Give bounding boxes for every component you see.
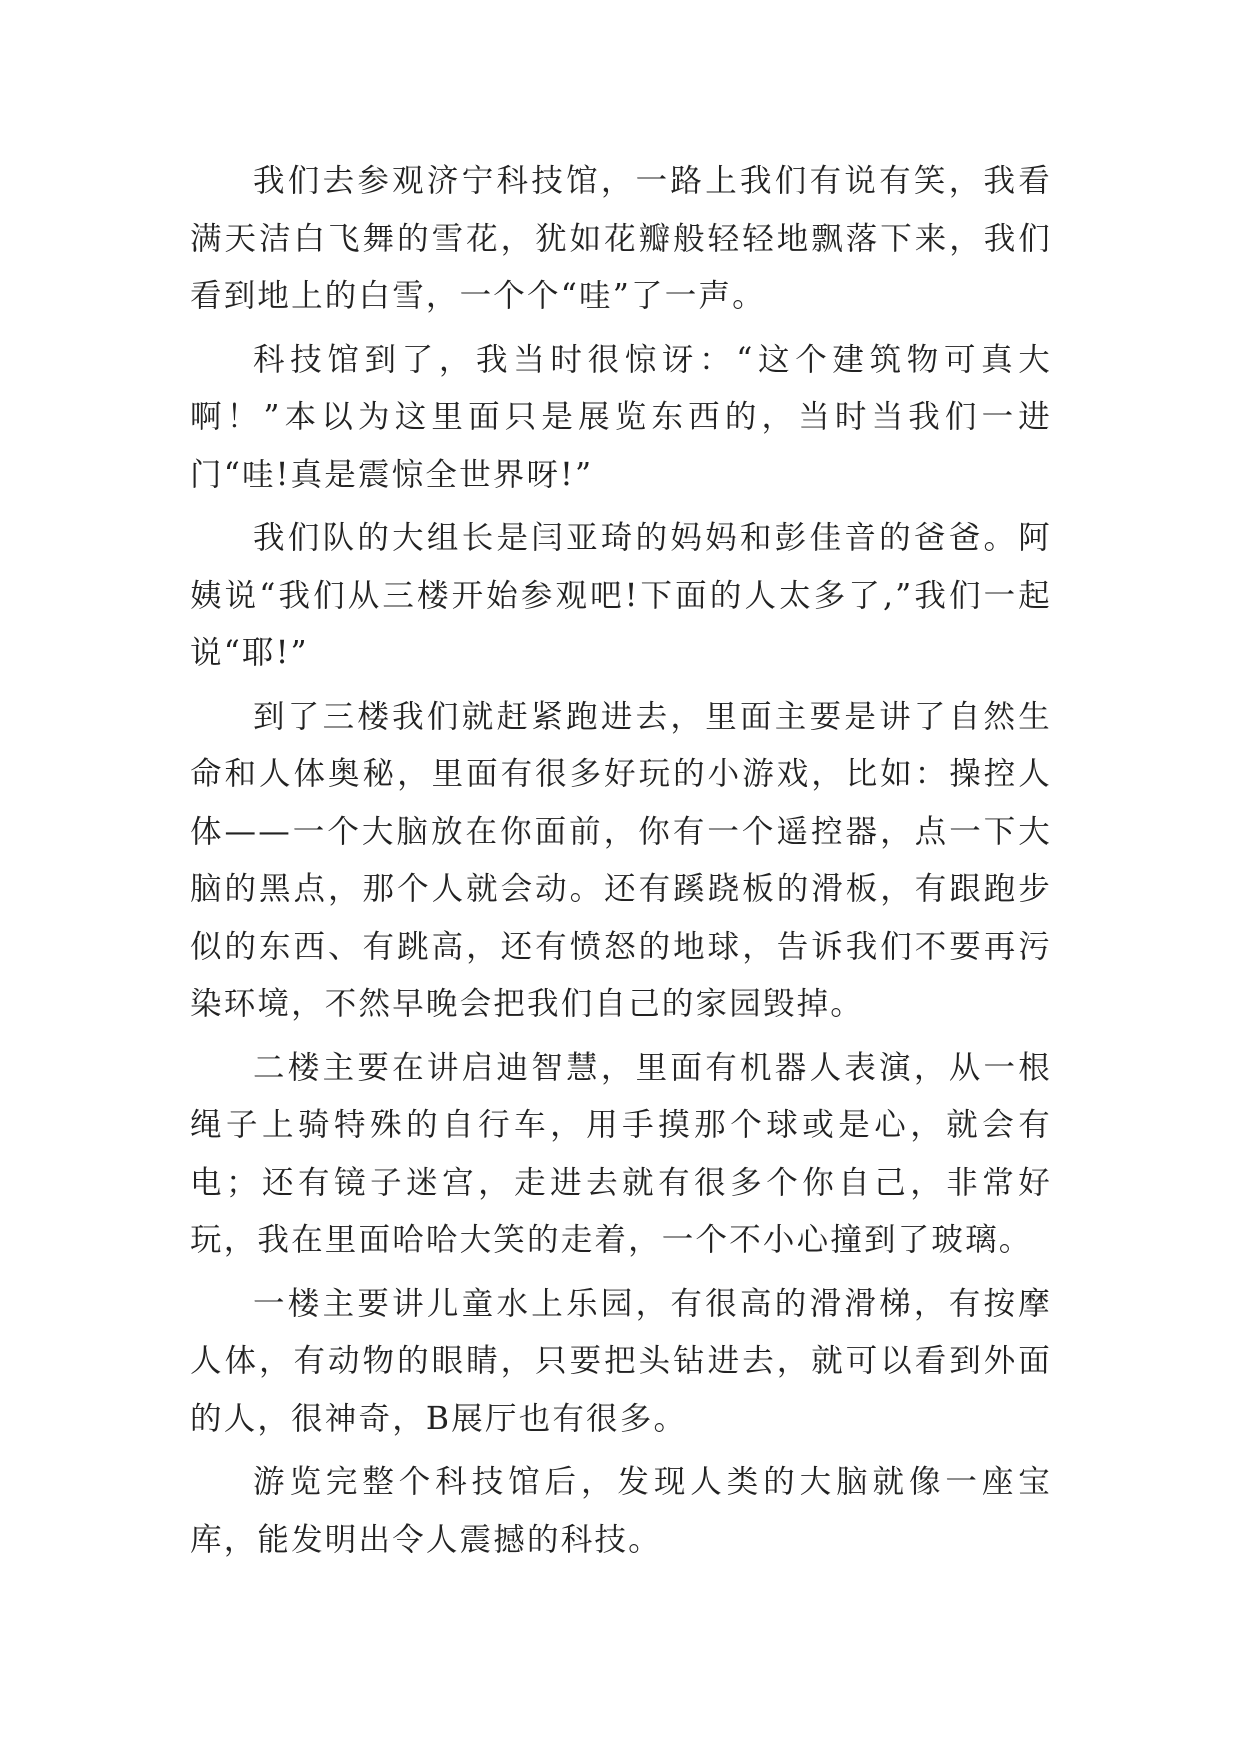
paragraph-second-floor: 二楼主要在讲启迪智慧，里面有机器人表演，从一根绳子上骑特殊的自行车，用手摸那个球或是心，就会有电；还有镜子迷宫，走进去就有很多个你自己，非常好玩，我在里面哈哈大笑的走着，一个不小心撞到了玻璃。: [190, 1049, 1052, 1258]
paragraph-group-leaders: 我们队的大组长是闫亚琦的妈妈和彭佳音的爸爸。阿姨说“我们从三楼开始参观吧!下面的人太多了,”我们一起说“耶!”: [190, 520, 1052, 671]
paragraph-trip-intro: 我们去参观济宁科技馆，一路上我们有说有笑，我看满天洁白飞舞的雪花，犹如花瓣般轻轻地飘落下来，我们看到地上的白雪，一个个“哇”了一声。: [190, 163, 1052, 314]
paragraph-arrival: 科技馆到了，我当时很惊讶：“这个建筑物可真大啊！”本以为这里面只是展览东西的，当时当我们一进门“哇!真是震惊全世界呀!”: [190, 341, 1052, 493]
paragraph-first-floor: 一楼主要讲儿童水上乐园，有很高的滑滑梯，有按摩人体，有动物的眼睛，只要把头钻进去，就可以看到外面的人，很神奇，B展厅也有很多。: [190, 1285, 1052, 1437]
paragraph-third-floor: 到了三楼我们就赶紧跑进去，里面主要是讲了自然生命和人体奥秘，里面有很多好玩的小游戏，比如：操控人体——一个大脑放在你面前，你有一个遥控器，点一下大脑的黑点，那个人就会动。还有蹊跷板的滑板，有跟跑步似的东西、有跳高，还有愤怒的地球，告诉我们不要再污染环境，不然早晚会把我们自己的家园毁掉。: [190, 698, 1052, 1022]
essay-body: [190, 153, 1052, 1575]
paragraph-conclusion: 游览完整个科技馆后，发现人类的大脑就像一座宝库，能发明出令人震撼的科技。: [190, 1464, 1052, 1558]
